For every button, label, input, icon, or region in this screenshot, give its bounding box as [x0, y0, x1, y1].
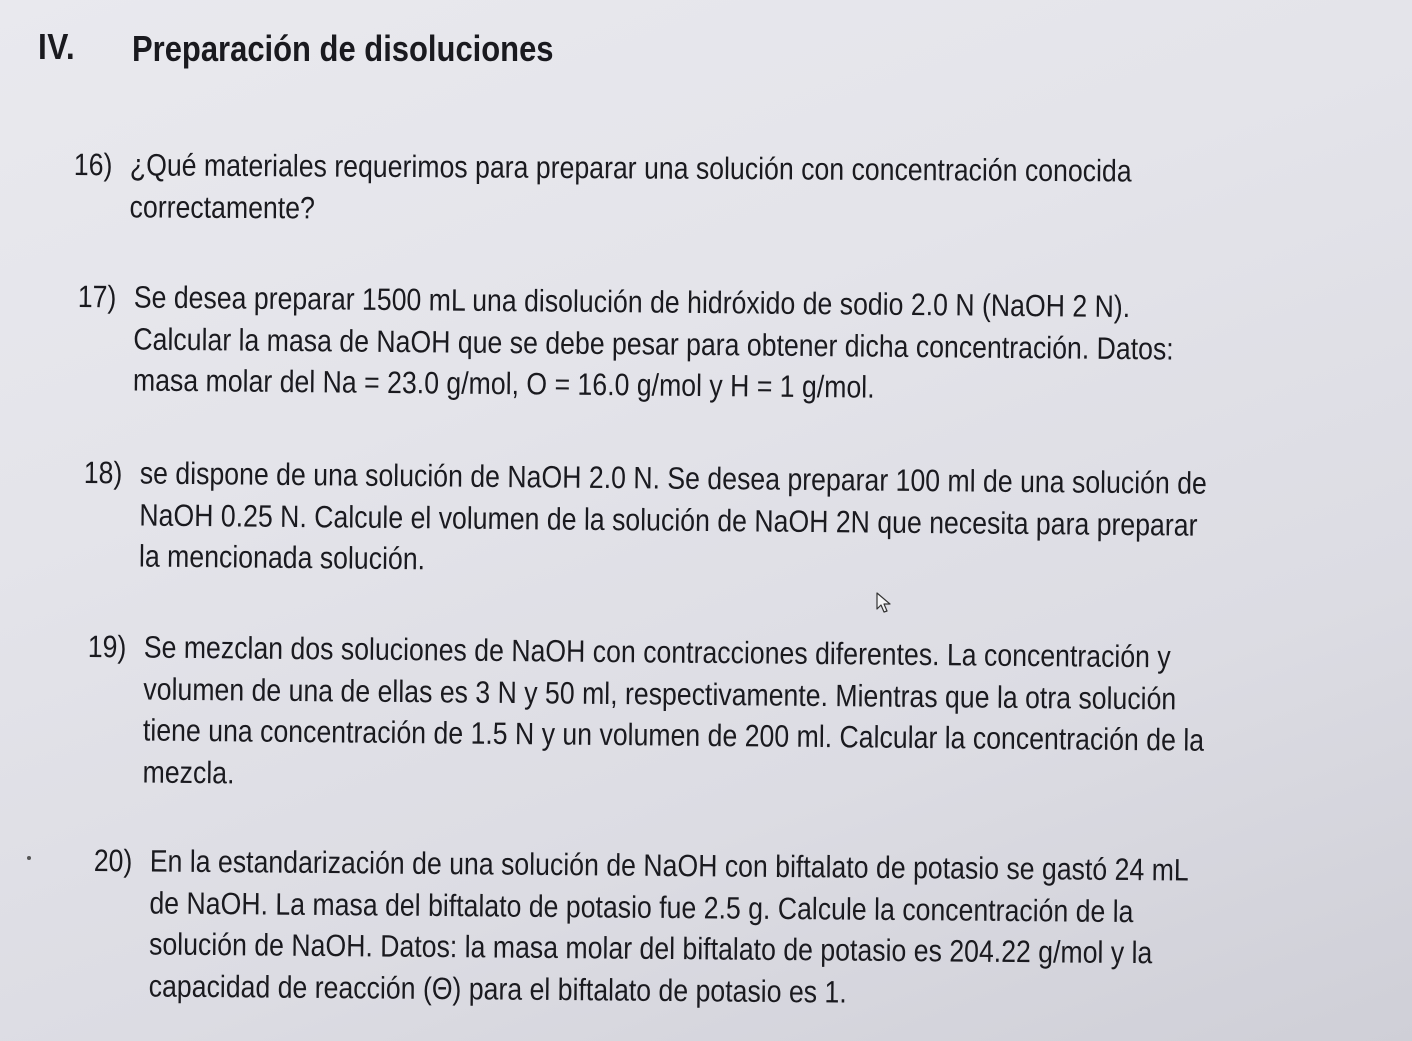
question-20 — [93, 840, 1358, 1017]
question-line: mezcla. — [142, 754, 235, 791]
section-title: Preparación de disoluciones — [132, 28, 554, 69]
question-number: 17) — [77, 278, 117, 315]
question-18 — [83, 452, 1381, 589]
question-line: la mencionada solución. — [138, 538, 426, 577]
question-line: En la estandarización de una solución de NaOH con biftalato de potasio se gastó 24 mL — [149, 843, 1189, 888]
question-number: 19) — [87, 628, 127, 665]
question-number: 18) — [83, 454, 123, 491]
question-line: de NaOH. La masa del biftalato de potasio fue 2.5 g. Calcule la concentración de la — [149, 885, 1134, 929]
question-line: ¿Qué materiales requerimos para preparar una solución con concentración conocida — [129, 147, 1132, 189]
question-line: correctamente? — [129, 188, 315, 226]
question-line: solución de NaOH. Datos: la masa molar del biftalato de potasio es 204.22 g/mol y la — [148, 926, 1153, 971]
question-line: masa molar del Na = 23.0 g/mol, O = 16.0 g/mol y H = 1 g/mol. — [132, 362, 875, 405]
question-line: se dispone de una solución de NaOH 2.0 N. Se desea preparar 100 ml de una solución de — [139, 455, 1208, 501]
question-line: volumen de una de ellas es 3 N y 50 ml, respectivamente. Mientras que la otra solución — [143, 671, 1177, 716]
question-17 — [77, 276, 1344, 413]
question-number: 20) — [93, 842, 133, 879]
question-line: Se mezclan dos soluciones de NaOH con contracciones diferentes. La concentración y — [143, 629, 1171, 675]
mouse-pointer-icon — [876, 592, 892, 614]
section-number: IV. — [38, 26, 76, 67]
question-line: Calcular la masa de NaOH que se debe pesar para obtener dicha concentración. Datos: — [133, 321, 1174, 367]
question-line: Se desea preparar 1500 mL una disolución de hidróxido de sodio 2.0 N (NaOH 2 N). — [133, 279, 1131, 325]
question-19 — [86, 626, 1377, 804]
question-number: 16) — [73, 146, 113, 183]
stray-mark — [27, 856, 31, 860]
question-16 — [73, 144, 1294, 235]
question-line: NaOH 0.25 N. Calcule el volumen de la solución de NaOH 2N que necesita para preparar — [139, 497, 1198, 543]
question-line: capacidad de reacción (Θ) para el biftalato de potasio es 1. — [148, 968, 847, 1010]
question-line: tiene una concentración de 1.5 N y un volumen de 200 ml. Calcular la concentración de la — [142, 712, 1205, 758]
